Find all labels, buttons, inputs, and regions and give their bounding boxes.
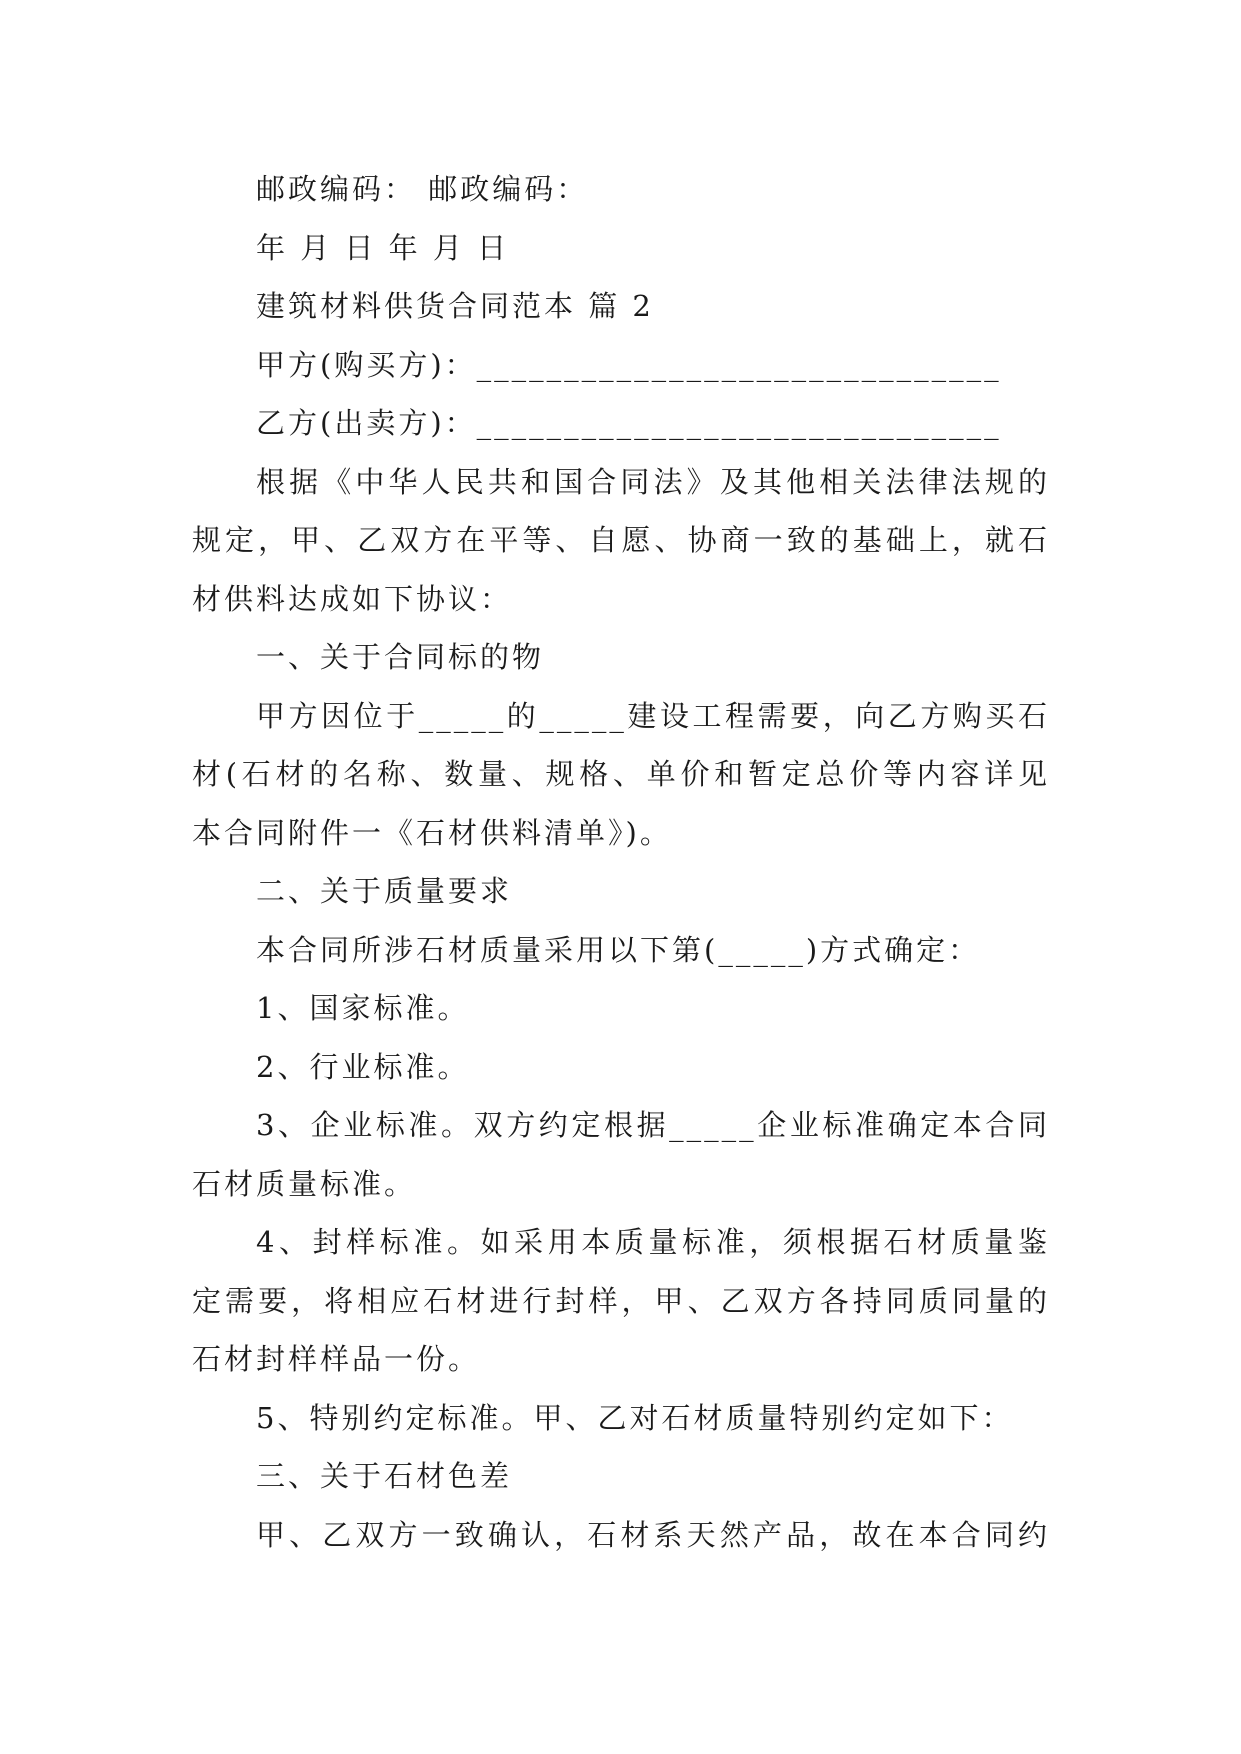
date-line: 年 月 日 年 月 日 (256, 230, 510, 265)
standard-item-4-line-1: 4、封样标准。如采用本质量标准，须根据石材质量鉴 (256, 1225, 1050, 1259)
section-1-line-3: 本合同附件一《石材供料清单》)。 (192, 815, 672, 850)
standard-item-3-line-2: 石材质量标准。 (192, 1166, 417, 1201)
section-heading-2: 二、关于质量要求 (256, 874, 513, 908)
party-a-line: 甲方(购买方)：______________________________ (256, 347, 1002, 382)
contract-title: 建筑材料供货合同范本 篇 2 (256, 289, 654, 323)
standard-item-4-line-2: 定需要，将相应石材进行封样，甲、乙双方各持同质同量的 (192, 1283, 1050, 1318)
standard-item-1: 1、国家标准。 (256, 991, 470, 1025)
standard-item-4-line-3: 石材封样样品一份。 (192, 1342, 481, 1376)
document-body (192, 160, 1050, 1564)
standard-item-5: 5、特别约定标准。甲、乙对石材质量特别约定如下： (256, 1400, 1014, 1435)
section-2-intro: 本合同所涉石材质量采用以下第(_____)方式确定： (256, 932, 981, 967)
postal-code-line: 邮政编码： 邮政编码： (256, 172, 589, 206)
section-3-line-1: 甲、乙双方一致确认，石材系天然产品，故在本合同约 (256, 1517, 1050, 1552)
section-heading-3: 三、关于石材色差 (256, 1459, 513, 1493)
standard-item-2: 2、行业标准。 (256, 1049, 470, 1084)
section-1-line-2: 材(石材的名称、数量、规格、单价和暂定总价等内容详见 (192, 757, 1050, 791)
standard-item-3-line-1: 3、企业标准。双方约定根据_____企业标准确定本合同 (256, 1108, 1050, 1142)
section-heading-1: 一、关于合同标的物 (256, 640, 545, 674)
preamble-line-1: 根据《中华人民共和国合同法》及其他相关法律法规的 (256, 464, 1050, 499)
party-b-line: 乙方(出卖方)：______________________________ (256, 406, 1002, 440)
preamble-line-2: 规定，甲、乙双方在平等、自愿、协商一致的基础上，就石 (192, 523, 1050, 557)
preamble-line-3: 材供料达成如下协议： (192, 581, 513, 616)
section-1-line-1: 甲方因位于_____的_____建设工程需要，向乙方购买石 (256, 698, 1050, 733)
